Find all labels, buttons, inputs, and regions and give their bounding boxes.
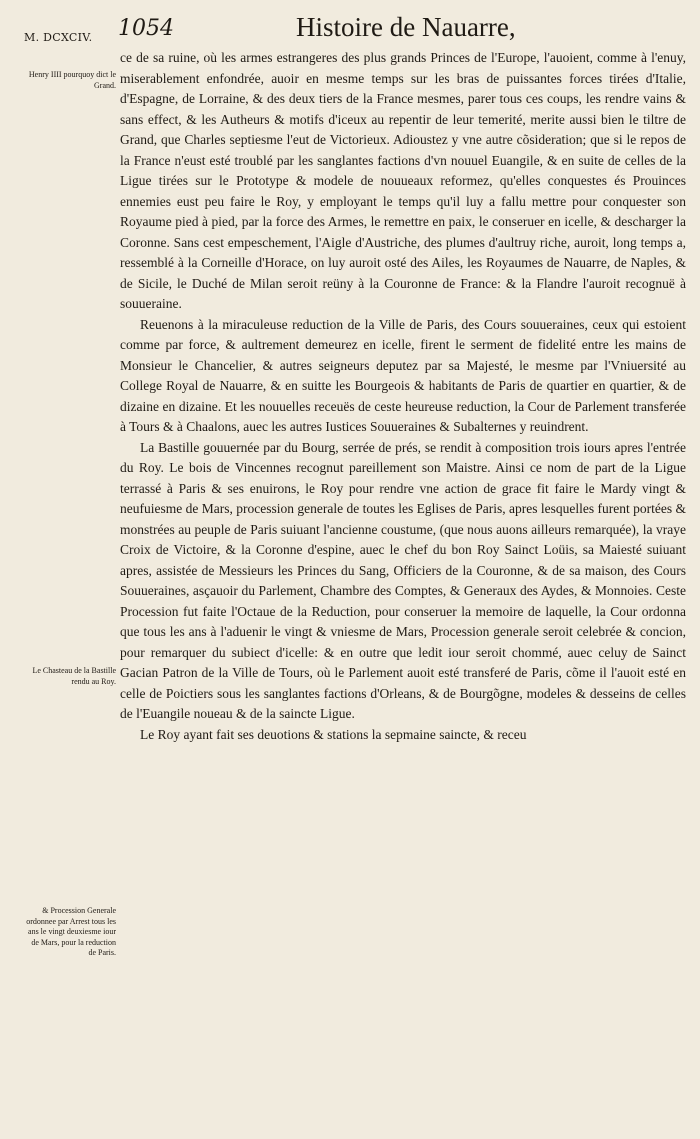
margin-note-henry: Henry IIII pourquoy dict le Grand.	[28, 70, 116, 90]
main-text	[120, 48, 686, 745]
margin-note-procession: & Procession Generale ordonnee par Arrest tous les ans le vingt deuxiesme iour de Mars, pour la reduction de Paris.	[26, 906, 116, 957]
year-header: M. DCXCIV.	[24, 31, 93, 44]
margin-note-bastille: Le Chasteau de la Bastille rendu au Roy.	[32, 666, 116, 686]
paragraph: La Bastille gouuernée par du Bourg, serrée de prés, se rendit à composition trois iours apres l'entrée du Roy. Le bois de Vincennes recognut pareillement son Maistre. Ainsi ce nom de part de la Ligue terrassé à Paris & ses enuirons, le Roy pour rendre vne action de grace fit faire le Mardy vingt & neufuiesme de Mars, procession generale de toutes les Eglises de Paris, apres lesquelles furent portées & monstrées au peuple de Paris suiuant l'ancienne coustume, (que nous auons ailleurs remarquée), la vraye Croix de Victoire, & la Coronne d'espine, auec le chef du bon Roy Sainct Loüis, sa Maiesté suiuant apres, assistée de Messieurs les Princes du Sang, Officiers de la Couronne, & de sa maison, des Cours Souueraines, asçauoir du Parlement, Chambre des Comptes, & Generaux des Aydes, & Monnoies. Ceste Procession fut faite l'Octaue de la Reduction, pour conseruer la memoire de laquelle, la Cour ordonna que tous les ans à l'aduenir le vingt & vniesme de Mars, Procession generale seroit celebrée & concion, pour remarquer du subiect d'icelle: & en outre que ledit iour seroit chommé, auec celuy de Sainct Gacian Patron de la Ville de Tours, où le Parlement auoit esté transferé de Paris, cõme il l'auoit esté en celle de Poictiers sous les sanglantes factions d'Orleans, & de Bourgõgne, modeles & desseins de celles de l'Euangile noueau & de la saincte Ligue.	[120, 439, 686, 721]
paragraph: ce de sa ruine, où les armes estrangeres des plus grands Princes de l'Europe, l'auoient, comme à l'enuy, miserablement enfondrée, auoir en mesme temps sur les bras de puissantes forces tirées d'Italie, d'Espagne, de Lorraine, & des deux tiers de la France mesmes, parer tous ces coups, les rendre vains & sans effect, & les Autheurs & motifs d'iceux au repentir de leur temerité, merite aussi bien le tiltre de Grand, que Charles septiesme l'eut de Victorieux. Adioustez y vne autre cõsideration; que si le repos de la France n'eust esté troublé par les sanglantes factions d'vn nouuel Euangile, & en suite de celles de la Ligue tirées sur le Prototype & modele de nouueaux reformez, qu'elles conquestes és Prouinces ennemies eust peu faire le Roy, y employant le temps qu'il luy a fallu mettre pour conquester son Royaume pied à pied, par la force des Armes, le remettre en paix, le conseruer en icelle, & descharger la Coronne. Sans cest empeschement, l'Aigle d'Austriche, des plumes d'aultruy riche, auroit, long temps a, ressemblé à la Corneille d'Horace, on luy auroit osté des Ailes, les Royaumes de Nauarre, de Naples, & de Sicile, le Duché de Milan seroit reüny à la Couronne de France: & la Flandre l'auroit recognuë à souueraine.	[120, 50, 686, 311]
page-number: 1054	[118, 16, 174, 41]
paragraph: Le Roy ayant fait ses deuotions & stations la sepmaine saincte, & receu	[140, 726, 527, 742]
paragraph: Reuenons à la miraculeuse reduction de la Ville de Paris, des Cours souueraines, ceux qui estoient comme par force, & aultrement demeurez en icelle, firent le serment de fidelité entre les mains de Monsieur le Chancelier, & autres seigneurs deputez par sa Majesté, le mesme par l'Vniuersité au College Royal de Nauarre, & en suitte les Bourgeois & habitants de Paris de quartier en quartier, & de dizaine en dizaine. Et les nouuelles receuës de ceste heureuse reduction, la Cour de Parlement transferée à Tours & à Chaalons, auec les autres Iustices Souueraines & Subalternes y reuindrent.	[120, 316, 686, 434]
running-title: Histoire de Nauarre,	[296, 12, 516, 42]
